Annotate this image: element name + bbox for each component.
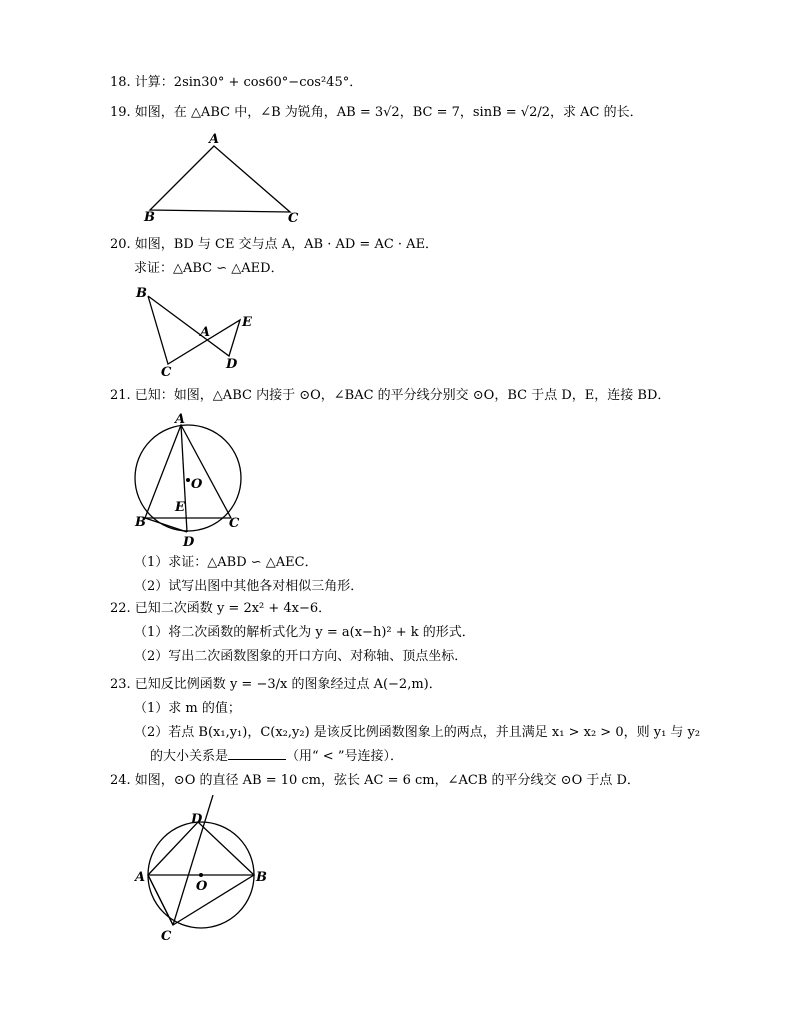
fig24-label-b: B (256, 870, 267, 885)
question-23-part-2-cont (150, 747, 403, 766)
q23-hint: （用“ < ”号连接）． (286, 749, 403, 764)
question-21-part-1: （1）求证：△ABD ∽ △AEC． (134, 555, 318, 570)
question-23-part-2: （2）若点 B(x₁,y₁)，C(x₂,y₂) 是该反比例函数图象上的两点，并且满足 x₁ > x₂ > 0，则 y₁ 与 y₂ (134, 725, 701, 740)
fig21-label-o: O (191, 477, 203, 492)
fig20-label-a: A (200, 325, 211, 340)
question-19: 19. 如图，在 △ABC 中，∠B 为锐角，AB = 3√2，BC = 7，sinB = √2/2，求 AC 的长． (110, 105, 643, 120)
question-22-part-2: （2）写出二次函数图象的开口方向、对称轴、顶点坐标． (134, 649, 468, 664)
fig24-label-a: A (135, 870, 146, 885)
question-22-part-1: （1）将二次函数的解析式化为 y = a(x−h)² + k 的形式． (134, 625, 475, 640)
fig20-label-c: C (161, 365, 172, 377)
figure-20-crossed-triangles (128, 282, 268, 377)
fig21-label-d: D (183, 535, 195, 550)
figure-21-inscribed-triangle (125, 410, 255, 550)
fig24-label-c: C (161, 929, 172, 944)
fig24-label-o: O (196, 879, 208, 894)
fig19-label-c: C (288, 211, 299, 226)
fig24-label-d: D (191, 812, 203, 827)
question-20-proof: 求证：△ABC ∽ △AED． (134, 261, 284, 276)
fig20-label-b: B (136, 286, 147, 301)
question-23: 23. 已知反比例函数 y = −3/x 的图象经过点 A(−2,m)． (110, 677, 442, 692)
question-22: 22. 已知二次函数 y = 2x² + 4x−6． (110, 601, 332, 616)
q23-relation-text: 的大小关系是 (150, 749, 229, 764)
fig20-label-d: D (226, 357, 238, 372)
figure-19-triangle (130, 132, 310, 227)
question-21: 21. 已知：如图，△ABC 内接于 ⊙O，∠BAC 的平分线分别交 ⊙O，BC 于点 D，E，连接 BD． (110, 388, 671, 403)
question-21-part-2: （2）试写出图中其他各对相似三角形． (134, 579, 364, 594)
fig19-label-b: B (144, 210, 155, 225)
fig21-label-c: C (229, 516, 240, 531)
question-23-part-1: （1）求 m 的值； (134, 701, 241, 716)
answer-blank[interactable] (228, 747, 286, 760)
question-18: 18. 计算：2sin30° + cos60°−cos²45°． (110, 75, 363, 90)
fig21-label-b: B (135, 515, 146, 530)
question-20: 20. 如图，BD 与 CE 交与点 A，AB · AD = AC · AE． (110, 237, 439, 252)
question-24: 24. 如图，⊙O 的直径 AB = 10 cm，弦长 AC = 6 cm，∠ACB 的平分线交 ⊙O 于点 D． (110, 773, 640, 788)
figure-24-circle (128, 795, 278, 945)
fig19-label-a: A (209, 132, 220, 147)
fig21-label-e: E (175, 500, 185, 515)
fig21-label-a: A (175, 412, 186, 427)
fig20-label-e: E (242, 315, 252, 330)
